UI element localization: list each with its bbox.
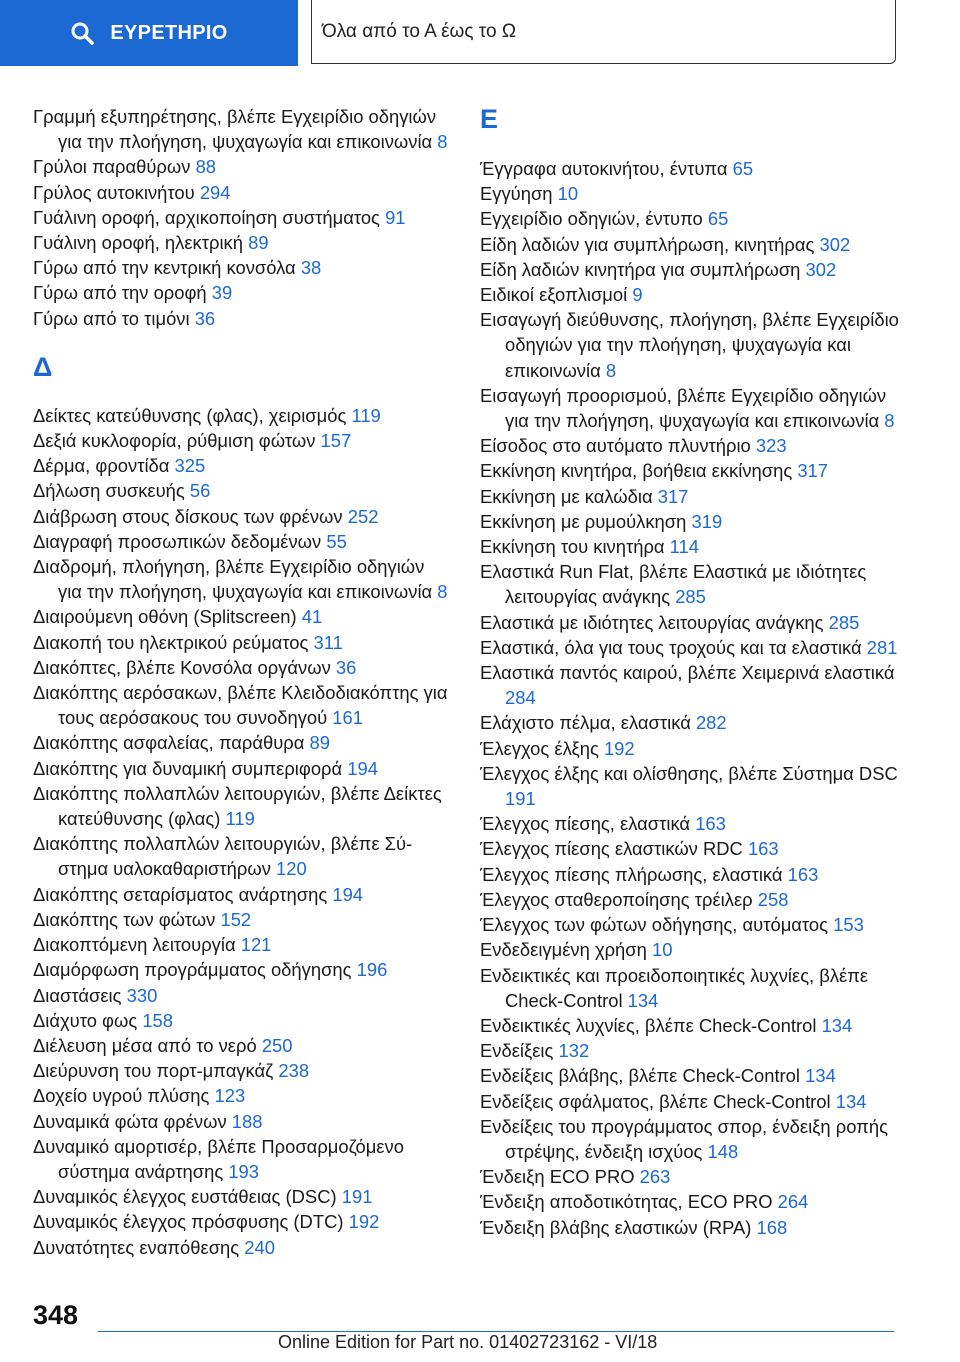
index-entry <box>33 730 453 755</box>
index-entry <box>33 205 453 230</box>
index-entry-text: Ενδείξεις βλάβης, βλέπε Check-Control <box>480 1065 800 1087</box>
index-entry-text: Ειδικοί εξοπλισμοί <box>480 284 628 306</box>
page-link[interactable]: 39 <box>211 282 233 304</box>
index-entry-text: Διαμόρφωση προγράμματος οδήγησης <box>33 959 352 981</box>
index-entry-text: Εκκίνηση του κινητήρα <box>480 536 665 558</box>
index-entry <box>480 509 900 534</box>
index-entry-text: Διαστάσεις <box>33 984 122 1006</box>
index-entry <box>480 433 900 458</box>
index-entry-text: Δυναμικό αμορτισέρ, βλέπε Προσαρμοζόμενο σύστημα ανάρτησης <box>33 1135 404 1182</box>
index-entry <box>480 811 900 836</box>
page-link[interactable]: 191 <box>341 1186 373 1208</box>
page-link[interactable]: 132 <box>558 1040 590 1062</box>
index-entry <box>33 1184 453 1209</box>
index-entry-text: Εκκίνηση με ρυμούλκηση <box>480 510 687 532</box>
index-entry <box>33 907 453 932</box>
index-entry-text: Εκκίνηση κινητήρα, βοήθεια εκκίνησης <box>480 460 793 482</box>
index-entry <box>480 1063 900 1088</box>
page-link[interactable]: 263 <box>639 1166 671 1188</box>
index-entry <box>33 1058 453 1083</box>
search-tab-label: ΕΥΡΕΤΗΡΙΟ <box>110 21 228 44</box>
index-entry <box>33 1109 453 1134</box>
page-link[interactable]: 330 <box>126 984 158 1006</box>
index-entry-text: Έγγραφα αυτοκινήτου, έντυπα <box>480 158 728 179</box>
index-entry-text: Εγγύηση <box>480 183 553 205</box>
index-entry-text: Έλεγχος πίεσης ελαστικών RDC <box>480 838 743 860</box>
index-entry <box>480 307 900 383</box>
index-entry <box>480 282 900 307</box>
index-entry-text: Γύρω από το τιμόνι <box>33 307 190 329</box>
index-entry-text: Έλεγχος έλξης και ολίσθησης, βλέπε Σύστημα DSC <box>480 762 898 784</box>
page-link[interactable]: 121 <box>240 934 272 956</box>
index-entry-text: Ένδειξη αποδοτικότητας, ECO PRO <box>480 1191 773 1213</box>
page-link[interactable]: 258 <box>757 888 789 910</box>
index-entry <box>480 1189 900 1214</box>
page-link[interactable]: 284 <box>505 687 536 709</box>
index-entry-text: Δυναμικά φώτα φρένων <box>33 1110 227 1132</box>
index-entry <box>33 428 453 453</box>
index-entry <box>33 529 453 554</box>
index-entry-text: Έλεγχος σταθεροποίησης τρέιλερ <box>480 888 753 910</box>
index-entry-text: Εγχειρίδιο οδηγιών, έντυπο <box>480 208 703 230</box>
page-link[interactable]: 282 <box>695 712 727 734</box>
index-entry <box>480 1215 900 1240</box>
index-entry <box>480 232 900 257</box>
index-entry-text: Γυάλινη οροφή, αρχικοποίηση συστήματος <box>33 206 380 228</box>
index-entry <box>33 680 453 730</box>
page-link[interactable]: 168 <box>756 1216 788 1238</box>
index-entry <box>33 983 453 1008</box>
page-link[interactable]: 55 <box>326 530 347 552</box>
index-entry <box>480 559 900 609</box>
section-letter-epsilon: Ε <box>480 104 499 134</box>
index-entry <box>33 831 453 881</box>
page-link[interactable]: 8 <box>437 581 448 603</box>
page-link[interactable]: 193 <box>228 1160 259 1182</box>
page-link[interactable]: 134 <box>627 989 659 1011</box>
page-link[interactable]: 238 <box>278 1060 310 1082</box>
index-entry-text: Γυάλινη οροφή, ηλεκτρική <box>33 232 243 254</box>
index-entry <box>33 1134 453 1184</box>
index-entry-text: Διάχυτο φως <box>33 1009 138 1031</box>
page-link[interactable]: 41 <box>301 606 323 628</box>
index-entry-text: Γρύλος αυτοκινήτου <box>33 181 195 203</box>
index-entry <box>33 478 453 503</box>
index-entry-text: Διακόπτης των φώτων <box>33 908 216 930</box>
entry-group-epsilon <box>480 156 900 1240</box>
index-entry <box>33 280 453 305</box>
page-link[interactable]: 89 <box>248 232 269 254</box>
index-entry <box>480 156 900 181</box>
index-entry-text: Γύρω από την κεντρική κονσόλα <box>33 257 296 279</box>
index-entry-text: Διακόπτης για δυναμική συμπεριφορά <box>33 757 343 779</box>
index-entry-text: Δυναμικός έλεγχος ευστάθειας (DSC) <box>33 1186 337 1208</box>
page-link[interactable]: 191 <box>505 788 536 810</box>
index-entry <box>33 554 453 604</box>
index-entry-text: Ενδεικτικές λυχνίες, βλέπε Check-Control <box>480 1014 817 1036</box>
index-entry <box>33 104 453 154</box>
index-entry-text: Διακόπτης πολλαπλών λειτουργιών, βλέπε Σύστημα υαλοκαθαριστήρων <box>33 833 413 880</box>
index-entry <box>480 660 900 710</box>
section-letter-delta: Δ <box>33 351 53 382</box>
page-link[interactable]: 8 <box>884 410 895 432</box>
index-entry-text: Ελαστικά με ιδιότητες λειτουργίας ανάγκης <box>480 611 824 633</box>
page-link[interactable]: 302 <box>805 258 837 280</box>
page-link[interactable]: 36 <box>335 656 357 678</box>
page-link[interactable]: 319 <box>691 510 723 532</box>
index-entry <box>480 963 900 1013</box>
index-entry-text: Ενδείξεις σφάλματος, βλέπε Check-Control <box>480 1090 831 1112</box>
page-link[interactable]: 302 <box>819 233 851 255</box>
page-link[interactable]: 119 <box>225 808 255 830</box>
index-entry <box>33 932 453 957</box>
page-link[interactable]: 163 <box>787 863 819 885</box>
index-entry <box>33 180 453 205</box>
index-entry-text: Ένδειξη ECO PRO <box>480 1166 635 1188</box>
index-entry-text: Εκκίνηση με καλώδια <box>480 485 653 507</box>
index-entry <box>33 1209 453 1234</box>
page-link[interactable]: 134 <box>835 1090 867 1112</box>
index-entry-text: Διακόπτες, βλέπε Κονσόλα οργάνων <box>33 656 331 678</box>
index-entry <box>33 1083 453 1108</box>
index-entry-text: Διαιρούμενη οθόνη (Splitscreen) <box>33 606 297 628</box>
page-link[interactable]: 153 <box>833 914 864 936</box>
page-link[interactable]: 9 <box>632 284 643 306</box>
index-entry-text: Διακόπτης πολλαπλών λειτουργιών, βλέπε Δείκτες κατεύθυνσης (φλας) <box>33 782 442 830</box>
index-entry <box>480 887 900 912</box>
page-link[interactable]: 65 <box>707 208 729 230</box>
index-entry <box>480 257 900 282</box>
index-entry <box>480 610 900 635</box>
page-link[interactable]: 120 <box>276 858 307 880</box>
section-title-box <box>311 0 896 64</box>
index-entry-text: Διεύρυνση του πορτ-μπαγκάζ <box>33 1060 274 1082</box>
index-entry <box>480 937 900 962</box>
index-entry-text: Είδη λαδιών για συμπλήρωση, κινητήρας <box>480 233 815 255</box>
index-entry <box>480 710 900 735</box>
section-title: Όλα από το Α έως το Ω <box>322 20 517 42</box>
page-link[interactable]: 317 <box>797 460 829 482</box>
page-link[interactable]: 240 <box>244 1236 275 1258</box>
index-entry-text: Διαδρομή, πλοήγηση, βλέπε Εγχειρίδιο οδηγιών για την πλοήγηση, ψυχαγωγία και επικοινωνία <box>33 556 433 603</box>
index-entry-text: Γρύλοι παραθύρων <box>33 156 191 178</box>
index-entry-text: Διακόπτης σεταρίσματος ανάρτησης <box>33 883 328 905</box>
index-entry <box>480 1114 900 1164</box>
index-search-tab[interactable] <box>0 0 298 66</box>
page-link[interactable]: 323 <box>755 435 787 457</box>
index-entry-text: Έλεγχος πίεσης, ελαστικά <box>480 813 691 835</box>
page-link[interactable]: 38 <box>300 257 322 279</box>
index-entry-text: Έλεγχος πίεσης πλήρωσης, ελαστικά <box>480 863 783 885</box>
index-entry <box>480 181 900 206</box>
index-column-left <box>33 104 453 1260</box>
index-entry <box>480 761 900 811</box>
page-link[interactable]: 10 <box>557 183 579 205</box>
index-entry <box>480 206 900 231</box>
page-link[interactable]: 163 <box>747 838 779 860</box>
page-link[interactable]: 196 <box>356 959 388 981</box>
index-entry-text: Διάβρωση στους δίσκους των φρένων <box>33 505 343 527</box>
index-entry <box>480 383 900 433</box>
page-link[interactable]: 134 <box>821 1014 853 1036</box>
index-entry <box>33 1008 453 1033</box>
index-entry <box>33 504 453 529</box>
index-entry-text: Ελαστικά, όλα για τους τροχούς και τα ελαστικά <box>480 636 862 658</box>
index-entry <box>33 306 453 331</box>
entry-group-gamma <box>33 104 453 331</box>
index-entry-text: Έλεγχος έλξης <box>480 737 599 759</box>
page-link[interactable]: 311 <box>313 631 343 653</box>
index-entry-text: Ελαστικά Run Flat, βλέπε Ελαστικά με ιδιότητες λειτουργίας ανάγκης <box>480 561 867 608</box>
index-entry <box>480 1038 900 1063</box>
page-link[interactable]: 10 <box>652 939 673 961</box>
index-entry <box>480 534 900 559</box>
index-entry-text: Ένδειξη βλάβης ελαστικών (RPA) <box>480 1216 752 1238</box>
page-link[interactable]: 194 <box>332 883 364 905</box>
page-link[interactable]: 163 <box>695 813 726 835</box>
index-entry-text: Διαγραφή προσωπικών δεδομένων <box>33 530 322 552</box>
index-entry-text: Εισαγωγή διεύθυνσης, πλοήγηση, βλέπε Εγχειρίδιο οδηγιών για την πλοήγηση, ψυχαγωγία και επικοινωνία <box>480 309 899 381</box>
index-entry <box>33 957 453 982</box>
index-entry-text: Διακοπτόμενη λειτουργία <box>33 934 236 956</box>
index-entry <box>33 453 453 478</box>
index-entry <box>480 458 900 483</box>
page-link[interactable]: 192 <box>603 737 635 759</box>
page-link[interactable]: 65 <box>732 158 754 179</box>
page-link[interactable]: 294 <box>199 181 231 203</box>
index-entry <box>33 655 453 680</box>
page-link[interactable]: 134 <box>805 1065 836 1087</box>
index-entry-text: Είδη λαδιών κινητήρα για συμπλήρωση <box>480 258 801 280</box>
index-entry <box>33 756 453 781</box>
page-link[interactable]: 188 <box>231 1110 263 1132</box>
page-link[interactable]: 250 <box>261 1034 293 1056</box>
index-entry <box>480 736 900 761</box>
index-entry-text: Δοχείο υγρού πλύσης <box>33 1085 210 1107</box>
page-link[interactable]: 158 <box>142 1009 174 1031</box>
index-entry-text: Ενδεδειγμένη χρήση <box>480 939 647 961</box>
index-entry <box>480 912 900 937</box>
page-link[interactable]: 264 <box>777 1191 809 1213</box>
page-link[interactable]: 36 <box>194 307 216 329</box>
page-link[interactable]: 148 <box>707 1140 739 1162</box>
index-entry <box>480 862 900 887</box>
page-link[interactable]: 285 <box>828 611 860 633</box>
page-link[interactable]: 325 <box>174 455 206 477</box>
index-entry-text: Ελάχιστο πέλμα, ελαστικά <box>480 712 691 734</box>
index-entry <box>480 1164 900 1189</box>
index-entry-text: Ενδείξεις του προγράμματος σπορ, ένδειξη ροπής στρέψης, ένδειξη ισχύος <box>480 1115 888 1162</box>
page-link[interactable]: 285 <box>675 586 706 608</box>
index-entry <box>33 604 453 629</box>
index-entry-text: Ενδεικτικές και προειδοποιητικές λυχνίες, βλέπε Check-Control <box>480 964 869 1011</box>
page-link[interactable]: 114 <box>669 536 699 558</box>
index-entry <box>33 1033 453 1058</box>
page-link[interactable]: 194 <box>347 757 378 779</box>
index-entry <box>33 1235 453 1260</box>
page-link[interactable]: 281 <box>866 636 898 658</box>
index-entry <box>33 230 453 255</box>
index-entry-text: Διέλευση μέσα από το νερό <box>33 1034 257 1056</box>
page-link[interactable]: 88 <box>195 156 217 178</box>
index-entry-text: Γραμμή εξυπηρέτησης, βλέπε Εγχειρίδιο οδηγιών για την πλοήγηση, ψυχαγωγία και επικοινωνία <box>33 106 437 153</box>
page-link[interactable]: 91 <box>385 206 406 228</box>
page-link[interactable]: 157 <box>320 430 352 452</box>
page-link[interactable]: 152 <box>220 908 252 930</box>
index-entry <box>480 484 900 509</box>
page-link[interactable]: 119 <box>351 404 381 426</box>
entry-group-delta <box>33 403 453 1260</box>
page-header <box>0 0 960 66</box>
index-column-right <box>480 156 900 1240</box>
index-entry <box>33 403 453 428</box>
index-entry-text: Δέρμα, φροντίδα <box>33 455 170 477</box>
page-link[interactable]: 123 <box>214 1085 246 1107</box>
index-entry-text: Δυναμικός έλεγχος πρόσφυσης (DTC) <box>33 1211 344 1233</box>
index-entry-text: Έλεγχος των φώτων οδήγησης, αυτόματος <box>480 914 829 936</box>
edition-footer: Online Edition for Part no. 01402723162 - VI/18 <box>278 1332 658 1352</box>
index-entry <box>33 630 453 655</box>
page-link[interactable]: 8 <box>605 359 617 381</box>
index-entry-text: Δείκτες κατεύθυνσης (φλας), χειρισμός <box>33 404 347 426</box>
index-entry-text: Ελαστικά παντός καιρού, βλέπε Χειμερινά ελαστικά <box>480 662 895 684</box>
page-number: 348 <box>33 1300 79 1330</box>
index-entry <box>33 781 453 831</box>
index-entry <box>33 154 453 179</box>
index-entry <box>480 1013 900 1038</box>
search-icon <box>70 21 94 45</box>
index-entry <box>480 1089 900 1114</box>
index-entry-text: Διακόπτης αερόσακων, βλέπε Κλειδοδιακόπτης για τους αερόσακους του συνοδηγού <box>33 682 448 729</box>
page-link[interactable]: 317 <box>657 485 689 507</box>
page-link[interactable]: 161 <box>332 707 363 729</box>
index-entry-text: Γύρω από την οροφή <box>33 282 207 304</box>
index-entry <box>33 882 453 907</box>
page-link[interactable]: 192 <box>348 1211 380 1233</box>
page-link[interactable]: 252 <box>347 505 379 527</box>
index-entry-text: Είσοδος στο αυτόματο πλυντήριο <box>480 435 751 457</box>
index-entry-text: Διακοπή του ηλεκτρικού ρεύματος <box>33 631 309 653</box>
index-entry-text: Δεξιά κυκλοφορία, ρύθμιση φώτων <box>33 430 316 452</box>
index-entry-text: Διακόπτης ασφαλείας, παράθυρα <box>33 732 305 754</box>
index-entry-text: Ενδείξεις <box>480 1040 554 1062</box>
page-link[interactable]: 56 <box>189 480 211 502</box>
index-entry <box>33 255 453 280</box>
index-entry-text: Δυνατότητες εναπόθεσης <box>33 1236 240 1258</box>
index-entry-text: Δήλωση συσκευής <box>33 480 185 502</box>
page-link[interactable]: 8 <box>437 131 448 153</box>
index-entry-text: Εισαγωγή προορισμού, βλέπε Εγχειρίδιο οδηγιών για την πλοήγηση, ψυχαγωγία και επικοινωνία <box>480 384 887 432</box>
index-entry <box>480 635 900 660</box>
index-entry <box>480 836 900 861</box>
page-link[interactable]: 89 <box>309 732 330 754</box>
